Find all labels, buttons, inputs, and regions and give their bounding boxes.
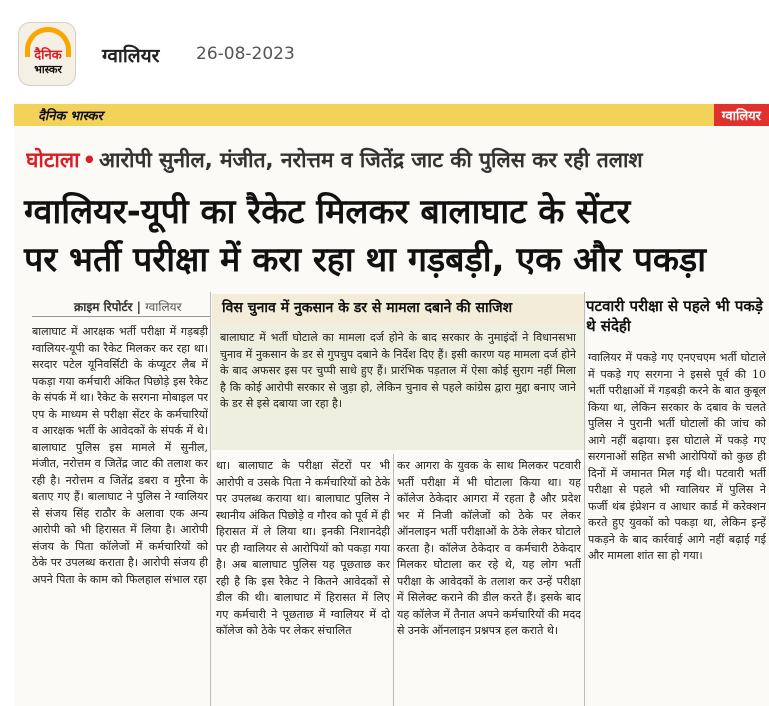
article-column-3: कर आगरा के युवक के साथ मिलकर पटवारी भर्ती परीक्षा में भी घोटाला किया था। यह कॉलेज ठेकेदार आगरा में रहता है और प्रदेश भर में निजी कॉलेजों को ठेके पर लेकर ऑनलाइन भर्ती परीक्षाओं के ठेके लेकर घोटाले करता है। कॉलेज ठेकेदार व कर्मचारी ठेकेदार मिलकर घोटाला कर रहे थे, यह लोग भर्ती परीक्षा के आवेदकों के तलाश कर उन्हें परीक्षा में सिलेक्ट कराने की डील करते हैं। इसके बाद यह कॉलेज में तैनात अपने कर्मचारियों की मदद से उनके ऑनलाइन प्रश्नपत्र हल कराते थे। bbox=[397, 459, 581, 637]
column-divider-1 bbox=[210, 292, 211, 706]
brand-strip bbox=[14, 104, 769, 126]
byline-divider bbox=[32, 316, 210, 317]
edition-date[interactable]: 26-08-2023 bbox=[196, 44, 295, 64]
side-column-text: ग्वालियर में पकड़े गए एनएचएम भर्ती घोटाले में पकड़े गए सरगना ने इससे पूर्व की 10 भर्ती परीक्षाओं में गड़बड़ी करने के बात कुबूल किया था, लेकिन सरकार के दबाव के चलते पुलिस ने पुरानी भर्ती घोटालों की जांच को आगे नहीं बढ़ाया। इस घोटाले में पकड़े गए सरगनाओं सहित सभी आरोपियों को कुछ ही दिनों में जमानत मिल गई थी। पटवारी भर्ती परीक्षा से पहले भी ग्वालियर में पुलिस ने फर्जी थंब इंप्रेशन व आधार कार्ड में करेक्शन करते हुए युवकों को पकड़ा था, लेकिन इन्हें पकड़ने के बाद कार्रवाई आगे नहीं बढ़ाई गई और मामला शांत सा हो गया। bbox=[588, 351, 766, 562]
byline-place: ग्वालियर bbox=[145, 300, 182, 314]
kicker-tag: घोटाला bbox=[26, 148, 80, 172]
column-divider-3 bbox=[584, 292, 585, 706]
column-divider-2 bbox=[393, 454, 394, 706]
dainik-bhaskar-logo[interactable] bbox=[18, 22, 76, 86]
headline-line-1: ग्वालियर-यूपी का रैकेट मिलकर बालाघाट के सेंटर bbox=[24, 192, 631, 232]
box-subheadline: विस चुनाव में नुकसान के डर से मामला दबाने की साजिश bbox=[212, 294, 584, 324]
byline: क्राइम रिपोर्टर | ग्वालियर bbox=[74, 300, 182, 314]
article-column-1: बालाघाट में आरक्षक भर्ती परीक्षा में गड़बड़ी ग्वालियर-यूपी का रैकेट मिलकर कर रहा था। सरदार पटेल यूनिवर्सिटी के कंप्यूटर लैब में पकड़ा गया कर्मचारी अंकित पिछोड़े इस रैकेट के संपर्क में था। रैकेट के सरगना मोबाइल पर एप के माध्यम से परीक्षा सेंटर के कर्मचारियों व आरक्षक भर्ती के आवेदकों के संपर्क में थे। बालाघाट पुलिस इस मामले में सुनील, मंजीत, नरोत्तम व जितेंद्र जाट की तलाश कर रही है। नरोत्तम व जितेंद्र डबरा व मुरैना के बताए गए हैं। बालाघाट ने पुलिस ने ग्वालियर से संजय सिंह राठौर के अलावा एक अन्य आरोपी को भी हिरासत में लिया है। आरोपी संजय के पिता कॉलेजों में कर्मचारियों को ठेके पर उपलब्ध कराता है। आरोपी संजय ही अपने पिता के काम को फिलहाल संभाल रहा bbox=[32, 325, 208, 586]
kicker-bullet-icon: • bbox=[82, 148, 96, 172]
kicker-text: आरोपी सुनील, मंजीत, नरोत्तम व जितेंद्र जाट की पुलिस कर रही तलाश bbox=[99, 148, 643, 172]
article-kicker bbox=[26, 146, 766, 180]
logo-line-1: दैनिक bbox=[34, 48, 62, 63]
side-headline: पटवारी परीक्षा से पहले भी पकड़े थे संदेही bbox=[586, 297, 763, 335]
newspaper-page bbox=[14, 102, 769, 706]
box-text: बालाघाट में भर्ती घोटाले का मामला दर्ज होने के बाद सरकार के नुमाइंदों ने विधानसभा चुनाव में नुकसान के डर से गुपचुप दबाने के निर्देश दिए हैं। इसी कारण यह मामला दर्ज होने के बाद अफसर इस पर चुप्पी साधे हुए हैं। प्रारंभिक पड़ताल में ऐसा कोई सुराग नहीं मिला है कि कोई आरोपी सरकार से जुड़ा हो, लेकिन चुनाव से पहले कांग्रेस द्वारा मुद्दा बनाए जाने के डर से इसे दबाया जा रहा है। bbox=[220, 331, 576, 410]
article-column-2: था। बालाघाट के परीक्षा सेंटरों पर भी आरोपी व उसके पिता ने कर्मचारियों को ठेके पर उपलब्ध कराया था। बालाघाट पुलिस ने स्थानीय अंकित पिछोड़े व गौरव को पूर्व में ही हिरासत में ले लिया था। इनकी निशानदेही पर ही ग्वालियर से आरोपियों को पकड़ा गया है। अब बालाघाट पुलिस यह पूछताछ कर रही है कि इस रैकेट ने कितने आवेदकों से डील की थी। बालाघाट में हिरासत में लिए गए कर्मचारी ने पूछताछ में ग्वालियर में दो कॉलेज को ठेके पर लेकर संचालित bbox=[216, 459, 390, 637]
byline-role: क्राइम रिपोर्टर bbox=[74, 300, 133, 314]
article-headline bbox=[24, 188, 764, 284]
logo-line-2: भास्कर bbox=[34, 63, 62, 76]
brand-strip-right: ग्वालियर bbox=[714, 104, 769, 126]
edition-name[interactable]: ग्वालियर bbox=[102, 45, 160, 67]
app-header bbox=[0, 0, 769, 96]
headline-line-2: पर भर्ती परीक्षा में करा रहा था गड़बड़ी, एक और पकड़ा bbox=[24, 240, 707, 280]
brand-strip-left: दैनिक भास्कर bbox=[38, 109, 103, 124]
